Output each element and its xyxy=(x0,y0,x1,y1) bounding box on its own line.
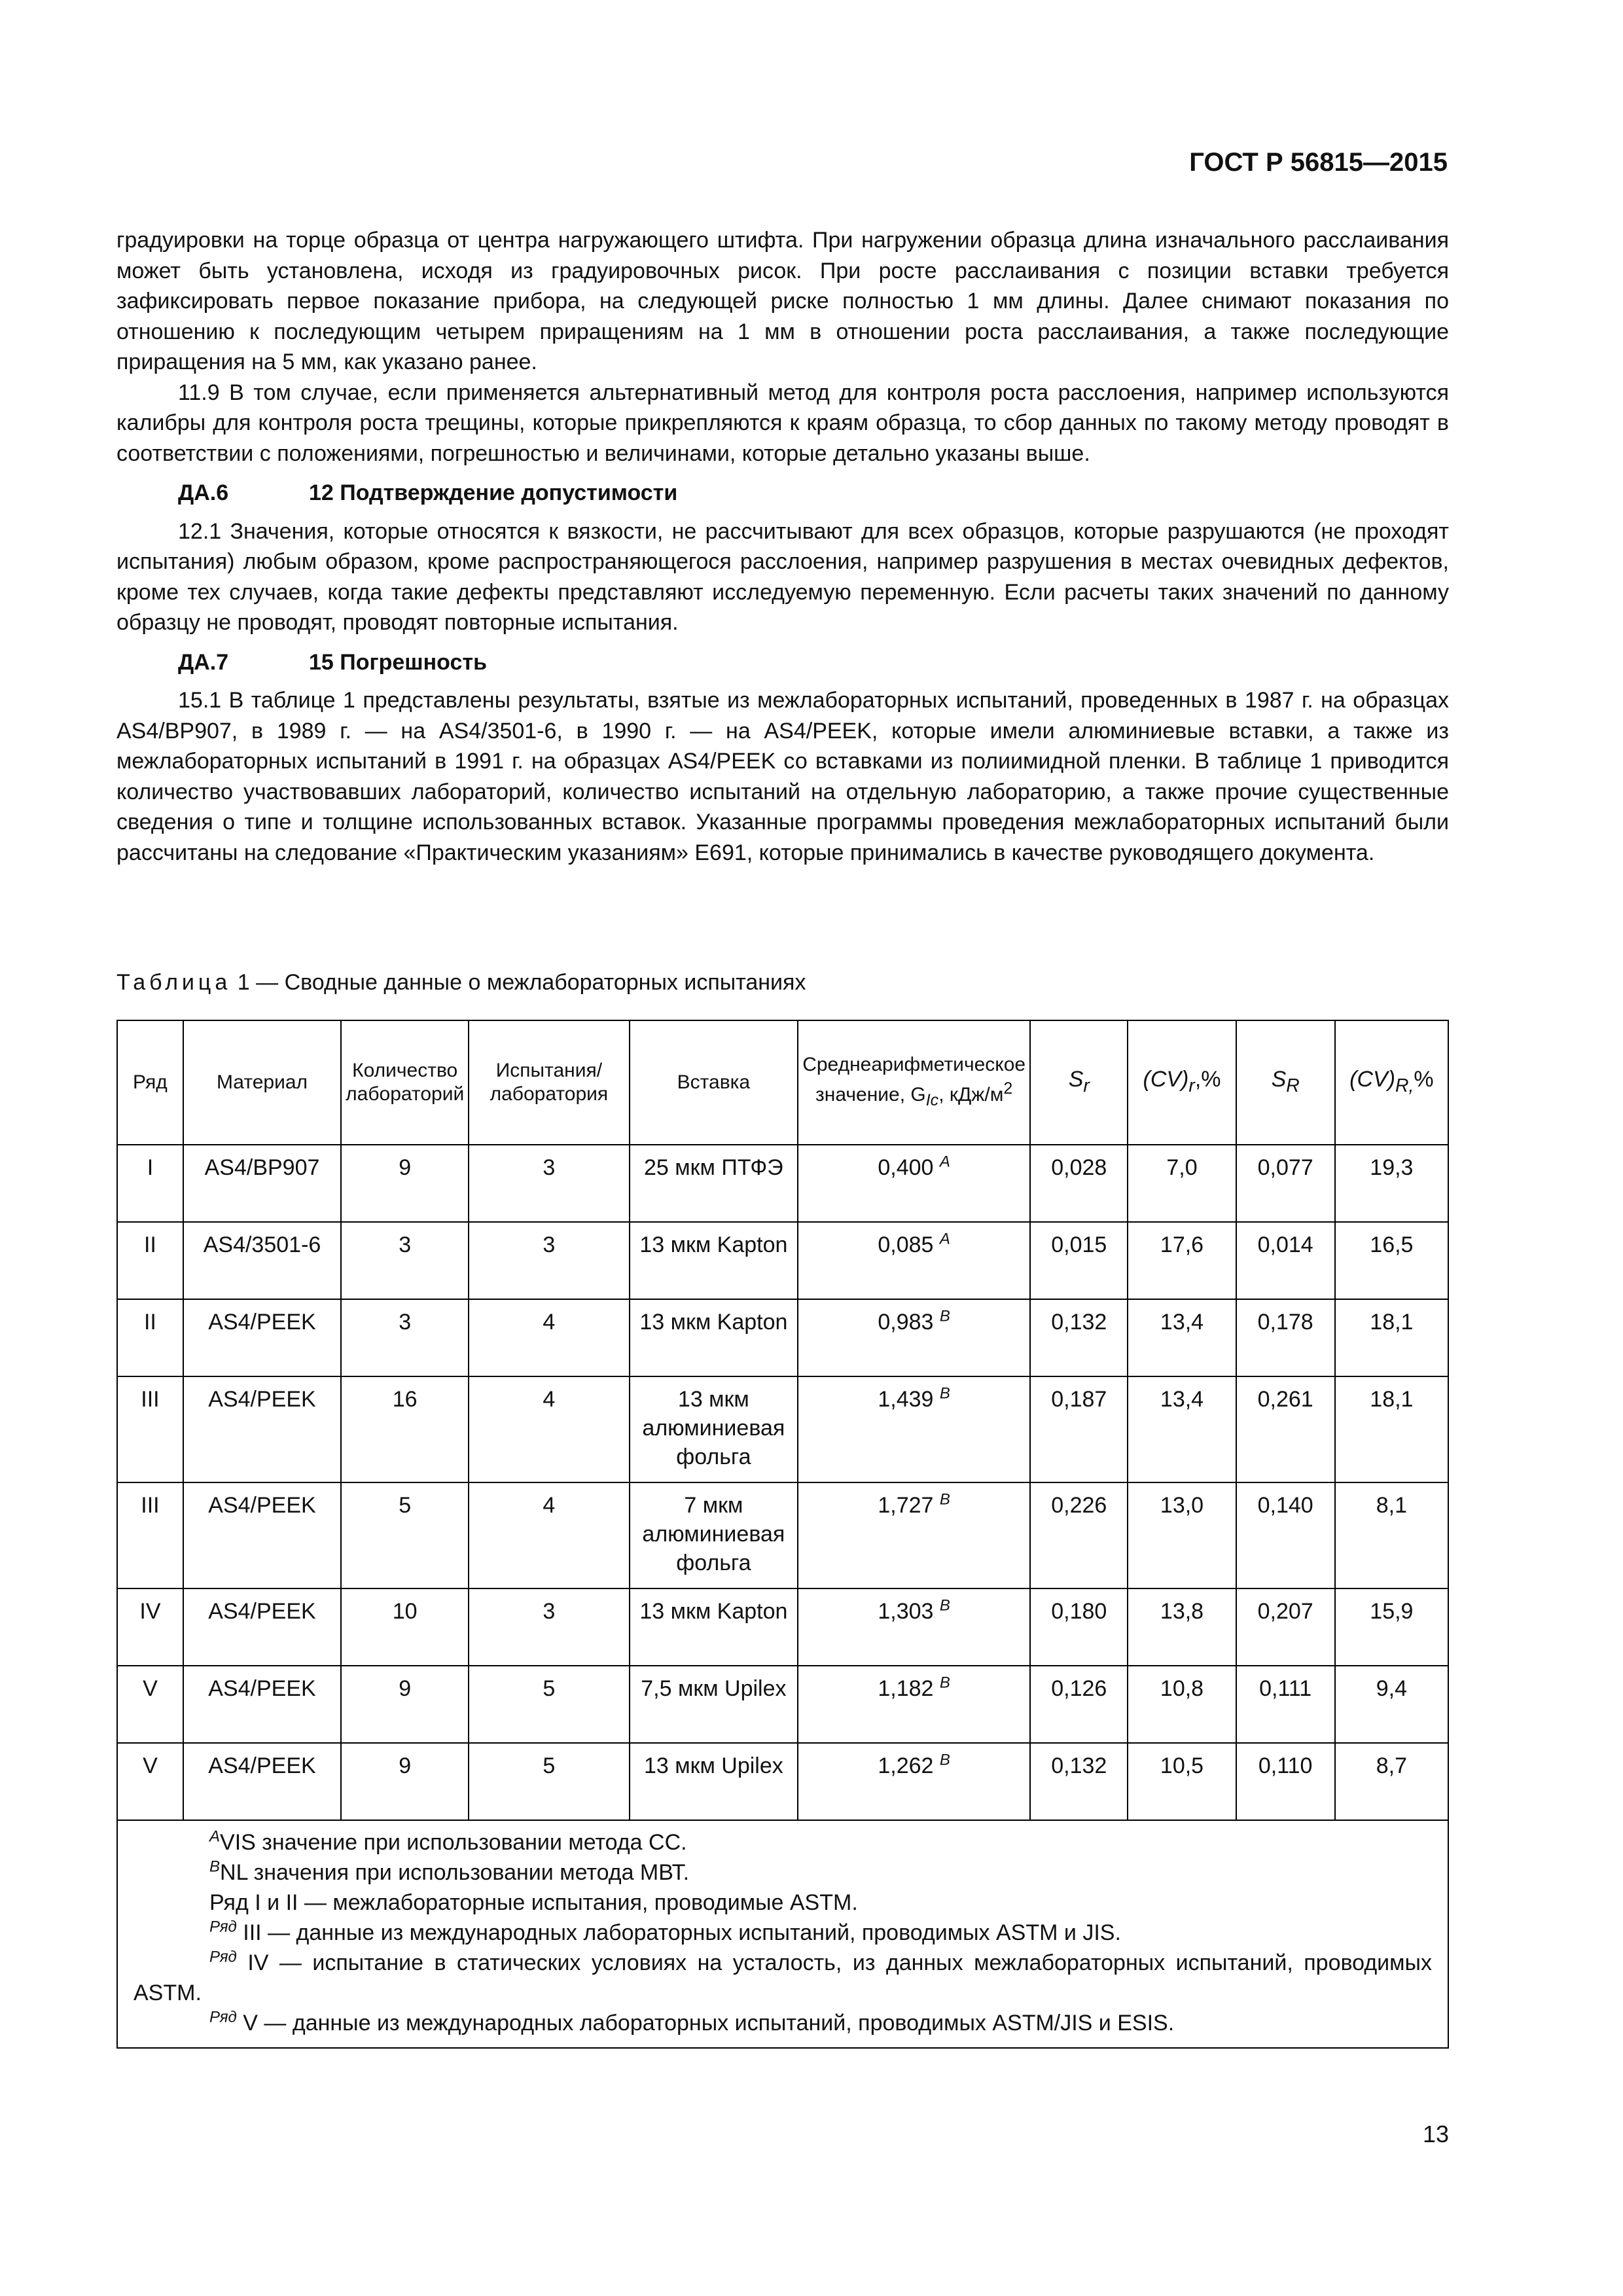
table-cell: 9 xyxy=(341,1666,469,1743)
table-cell: 4 xyxy=(469,1376,629,1482)
table-cell: 3 xyxy=(469,1588,629,1666)
header-sr: $S_r$ xyxy=(1030,1020,1128,1145)
table-cell: AS4/PEEK xyxy=(183,1588,341,1666)
table-cell: AS4/PEEK xyxy=(183,1482,341,1588)
table-cell: V xyxy=(117,1743,183,1820)
table-row xyxy=(117,1222,1448,1299)
table-cell: AS4/3501-6 xyxy=(183,1222,341,1299)
table-cell: 13,4 xyxy=(1128,1376,1236,1482)
table-cell: 13,8 xyxy=(1128,1588,1236,1666)
table-cell: 16 xyxy=(341,1376,469,1482)
table-cell: 15,9 xyxy=(1335,1588,1448,1666)
note-row-3: $^{Ряд}$ III — данные из международных лабораторных испытаний, проводимых ASTM и JIS. xyxy=(209,1918,1121,1945)
section-heading-da6: ДА.6 12 Подтверждение допустимости xyxy=(178,480,678,505)
table-cell: 0,180 xyxy=(1030,1588,1128,1666)
table-caption: Таблица 1 — Сводные данные о межлабораторных испытаниях xyxy=(116,970,806,995)
table-cell: 8,7 xyxy=(1335,1743,1448,1820)
table-cell: 13 мкм алюминиевая фольга xyxy=(630,1376,798,1482)
table-cell: AS4/PEEK xyxy=(183,1376,341,1482)
table-cell: 13 мкм Kapton xyxy=(630,1299,798,1376)
table-cell: 0,178 xyxy=(1236,1299,1335,1376)
table-cell: 3 xyxy=(341,1222,469,1299)
table-cell: 0,140 xyxy=(1236,1482,1335,1588)
table-cell: II xyxy=(117,1299,183,1376)
table-row xyxy=(117,1743,1448,1820)
paragraph-12-1: 12.1 Значения, которые относятся к вязкости, не рассчитывают для всех образцов, которые разрушаются (не проходят испытания) любым образом, кроме распространяющегося расслоения, например разрушения в местах очевидных дефектов, кроме тех случаев, когда такие дефекты представляют исследуемую переменную. Если расчеты таких значений по данному образцу не проводят, проводят повторные испытания. xyxy=(116,518,1449,635)
table-cell: 9 xyxy=(341,1743,469,1820)
table-cell: 0,400 $^A$ xyxy=(798,1145,1030,1222)
table-cell: 19,3 xyxy=(1335,1145,1448,1222)
table-cell: 13 мкм Kapton xyxy=(630,1222,798,1299)
table-cell: 8,1 xyxy=(1335,1482,1448,1588)
table-cell: 0,077 xyxy=(1236,1145,1335,1222)
header-cvr: $(CV)_r,\%$ xyxy=(1128,1020,1236,1145)
table-cell: 0,028 xyxy=(1030,1145,1128,1222)
header-material: Материал xyxy=(183,1020,341,1145)
table-cell: 1,727 $^B$ xyxy=(798,1482,1030,1588)
header-tests: Испытания/ лаборатория xyxy=(469,1020,629,1145)
paragraph: градуировки на торце образца от центра нагружающего штифта. При нагружении образца длина изначального расслаивания может быть установлена, исходя из градуировочных рисок. При росте расслаивания с позиции вставки требуется зафиксировать первое показание прибора, на следующей риске полностью 1 мм длины. Далее снимают показания по отношению к последующим четырем приращениям на 1 мм в отношении роста расслаивания, а также последующие приращения на 5 мм, как указано ранее. xyxy=(116,228,1449,374)
table-cell: 7 мкм алюминиевая фольга xyxy=(630,1482,798,1588)
table-cell: 1,182 $^B$ xyxy=(798,1666,1030,1743)
table-cell: 1,262 $^B$ xyxy=(798,1743,1030,1820)
body-text xyxy=(116,225,1449,868)
table-cell: 9,4 xyxy=(1335,1666,1448,1743)
table-cell: 0,110 xyxy=(1236,1743,1335,1820)
table-cell: V xyxy=(117,1666,183,1743)
table-cell: 0,207 xyxy=(1236,1588,1335,1666)
table-cell: 18,1 xyxy=(1335,1376,1448,1482)
table-cell: 5 xyxy=(469,1743,629,1820)
table-cell: AS4/BP907 xyxy=(183,1145,341,1222)
table-cell: 10,5 xyxy=(1128,1743,1236,1820)
table-cell: 13,0 xyxy=(1128,1482,1236,1588)
table-cell: II xyxy=(117,1222,183,1299)
table-cell: 25 мкм ПТФЭ xyxy=(630,1145,798,1222)
table-cell: 0,015 xyxy=(1030,1222,1128,1299)
note-rows-1-2: Ряд I и II — межлабораторные испытания, проводимые ASTM. xyxy=(209,1890,858,1915)
table-cell: IV xyxy=(117,1588,183,1666)
table-cell: 0,085 $^A$ xyxy=(798,1222,1030,1299)
table-cell: 0,132 xyxy=(1030,1743,1128,1820)
table-cell: 5 xyxy=(341,1482,469,1588)
table-cell: 0,187 xyxy=(1030,1376,1128,1482)
table-cell: 1,303 $^B$ xyxy=(798,1588,1030,1666)
table-cell: AS4/PEEK xyxy=(183,1299,341,1376)
table-cell: 0,014 xyxy=(1236,1222,1335,1299)
table-row xyxy=(117,1666,1448,1743)
header-row: Ряд xyxy=(117,1020,183,1145)
table-notes-row xyxy=(117,1820,1448,2048)
table-cell: 13 мкм Upilex xyxy=(630,1743,798,1820)
table-cell: 1,439 $^B$ xyxy=(798,1376,1030,1482)
header-sR: $S_R$ xyxy=(1236,1020,1335,1145)
table-cell: AS4/PEEK xyxy=(183,1743,341,1820)
summary-table xyxy=(116,1020,1449,2049)
table-cell: 0,261 xyxy=(1236,1376,1335,1482)
table-cell: 9 xyxy=(341,1145,469,1222)
note-b: $^B$NL значения при использовании метода МВТ. xyxy=(209,1857,690,1885)
table-cell: 18,1 xyxy=(1335,1299,1448,1376)
header-mean: Среднеарифметическое значение, $G_{Ic}$, кДж/$м^2$ xyxy=(798,1020,1030,1145)
table-cell: 0,226 xyxy=(1030,1482,1128,1588)
section-heading-da7: ДА.7 15 Погрешность xyxy=(178,649,487,675)
paragraph-11-9: 11.9 В том случае, если применяется альтернативный метод для контроля роста расслоения, например используются калибры для контроля роста трещины, которые прикрепляются к краям образца, то сбор данных по такому методу проводят в соответствии с положениями, погрешностью и величинами, которые детально указаны выше. xyxy=(116,380,1449,466)
table-cell: III xyxy=(117,1482,183,1588)
table-cell: 0,126 xyxy=(1030,1666,1128,1743)
note-a: $^A$VIS значение при использовании метода СС. xyxy=(209,1827,687,1855)
table-cell: 5 xyxy=(469,1666,629,1743)
table-cell: I xyxy=(117,1145,183,1222)
table-cell: 16,5 xyxy=(1335,1222,1448,1299)
header-cvR: $(CV)_{R,}\%$ xyxy=(1335,1020,1448,1145)
table-cell: 17,6 xyxy=(1128,1222,1236,1299)
table-cell: 13,4 xyxy=(1128,1299,1236,1376)
table-row xyxy=(117,1299,1448,1376)
note-row-5: $^{Ряд}$ V — данные из международных лабораторных испытаний, проводимых ASTM/JIS и ESIS. xyxy=(209,2008,1175,2036)
paragraph-15-1: 15.1 В таблице 1 представлены результаты, взятые из межлабораторных испытаний, проведенных в 1987 г. на образцах AS4/BP907, в 1989 г. — на AS4/3501-6, в 1990 г. — на AS4/PEEK, которые имели алюминиевые вставки, а также из межлабораторных испытаний в 1991 г. на образцах AS4/PEEK со вставками из полиимидной пленки. В таблице 1 приводится количество участвовавших лабораторий, количество испытаний на отдельную лабораторию, а также прочие существенные сведения о типе и толщине использованных вставок. Указанные программы проведения межлабораторных испытаний были рассчитаны на следование «Практическим указаниям» Е691, которые принимались в качестве руководящего документа. xyxy=(116,688,1449,865)
table-cell: 4 xyxy=(469,1299,629,1376)
document-code: ГОСТ Р 56815—2015 xyxy=(1189,148,1448,177)
table-cell: 7,5 мкм Upilex xyxy=(630,1666,798,1743)
table-header-row xyxy=(117,1020,1448,1145)
table-cell: 10,8 xyxy=(1128,1666,1236,1743)
table-row xyxy=(117,1588,1448,1666)
header-insert: Вставка xyxy=(630,1020,798,1145)
table-cell: 13 мкм Kapton xyxy=(630,1588,798,1666)
table-cell: 0,111 xyxy=(1236,1666,1335,1743)
table-cell: III xyxy=(117,1376,183,1482)
table-cell: 0,132 xyxy=(1030,1299,1128,1376)
table-cell: 10 xyxy=(341,1588,469,1666)
note-row-4: $^{Ряд}$ IV — испытание в статических условиях на усталость, из данных межлабораторных испытаний, проводимых ASTM. xyxy=(134,1948,1432,2005)
table-row xyxy=(117,1376,1448,1482)
table-cell: 3 xyxy=(341,1299,469,1376)
table-cell: 7,0 xyxy=(1128,1145,1236,1222)
table-cell: 3 xyxy=(469,1222,629,1299)
page-number: 13 xyxy=(1422,2121,1449,2147)
table-cell: 4 xyxy=(469,1482,629,1588)
table-row xyxy=(117,1482,1448,1588)
table-notes xyxy=(117,1820,1448,2048)
table-cell: 0,983 $^B$ xyxy=(798,1299,1030,1376)
table-row xyxy=(117,1145,1448,1222)
table-cell: AS4/PEEK xyxy=(183,1666,341,1743)
table-cell: 3 xyxy=(469,1145,629,1222)
header-labs: Количество лабораторий xyxy=(341,1020,469,1145)
